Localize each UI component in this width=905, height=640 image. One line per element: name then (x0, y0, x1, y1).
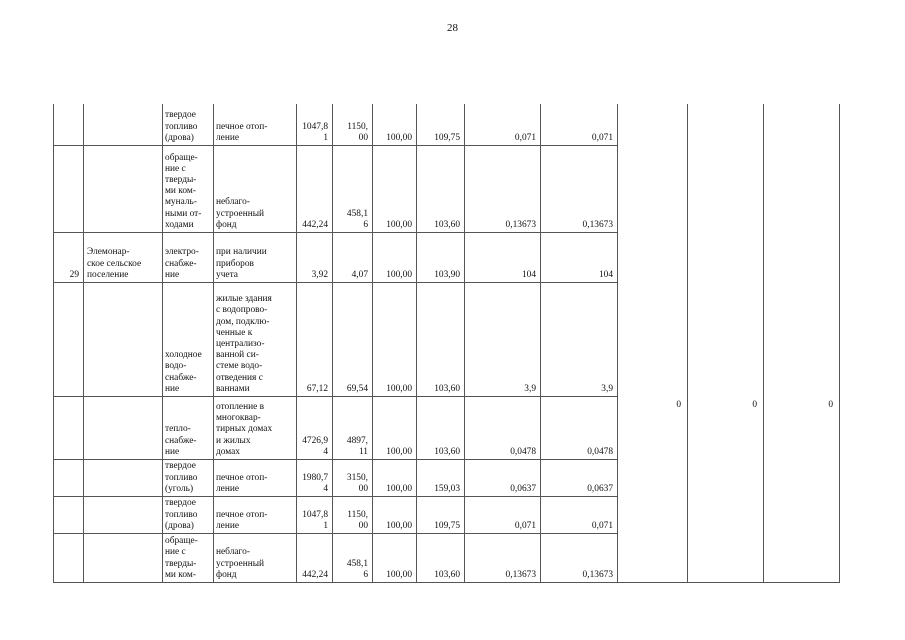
cell-norm-new: 69,54 (346, 383, 368, 394)
cell-val-a: 0,13673 (505, 219, 536, 230)
cell-pct-old: 100,00 (386, 446, 412, 457)
column-border (687, 104, 688, 582)
column-border (540, 104, 541, 582)
cell-norm-new: 1150, 00 (347, 121, 368, 143)
cell-service: твердое топливо (дрова) (165, 110, 198, 143)
cell-norm-old: 1047,8 1 (302, 509, 328, 531)
cell-norm-old: 3,92 (311, 269, 328, 280)
row-border (53, 232, 162, 233)
row-border (53, 282, 617, 283)
cell-pct-old: 100,00 (386, 483, 412, 494)
cell-pct-new: 103,60 (434, 446, 460, 457)
column-border (162, 104, 163, 582)
cell-val-a: 0,071 (514, 132, 536, 143)
merged-value-cell: 0 (676, 400, 681, 410)
row-border (53, 459, 617, 460)
cell-norm-new: 458,1 6 (346, 558, 368, 580)
cell-val-a: 104 (521, 269, 536, 280)
cell-service: твердое топливо (дрова) (165, 498, 198, 531)
cell-conditions: при наличии приборов учета (216, 247, 267, 280)
column-border (53, 104, 54, 582)
cell-norm-old: 4726,9 4 (302, 435, 328, 457)
cell-val-a: 0,13673 (505, 569, 536, 580)
column-border (416, 104, 417, 582)
cell-conditions: печное отоп- ление (216, 121, 268, 143)
cell-pct-new: 159,03 (434, 483, 460, 494)
cell-pct-new: 103,60 (434, 219, 460, 230)
cell-val-a: 0,071 (514, 520, 536, 531)
cell-norm-new: 458,1 6 (346, 208, 368, 230)
cell-val-b: 0,0637 (587, 483, 613, 494)
cell-norm-new: 4897, 11 (346, 435, 368, 457)
cell-val-b: 0,13673 (582, 219, 613, 230)
cell-norm-new: 3150, 00 (346, 472, 368, 494)
cell-conditions: жилые здания с водопрово- дом, подклю- ченные к централизо- ванной си- стеме водо- отведения с ваннами (216, 294, 272, 394)
cell-val-a: 0,0478 (510, 446, 536, 457)
column-border (83, 104, 84, 582)
cell-val-b: 3,9 (601, 383, 613, 394)
cell-pct-new: 103,60 (434, 569, 460, 580)
cell-norm-new: 4,07 (351, 269, 368, 280)
cell-val-b: 0,071 (591, 132, 613, 143)
row-number: 29 (69, 269, 79, 280)
table-bottom-border (53, 582, 840, 583)
cell-conditions: неблаго- устроенный фонд (216, 547, 265, 580)
column-border (839, 104, 840, 582)
page-number: 28 (447, 22, 458, 34)
row-border (53, 396, 617, 397)
cell-val-a: 3,9 (524, 383, 536, 394)
cell-conditions: печное отоп- ление (216, 509, 268, 531)
cell-service: холодное водо- снабже- ние (165, 350, 202, 394)
settlement-name: Элемонар- ское сельское поселение (87, 247, 142, 280)
column-border (213, 104, 214, 582)
cell-pct-new: 109,75 (434, 132, 460, 143)
cell-conditions: неблаго- устроенный фонд (216, 197, 265, 230)
cell-service: обраще- ние с тверды- ми ком- муналь- ными от- ходами (165, 152, 202, 230)
column-border (464, 104, 465, 582)
cell-service: тепло- снабже- ние (165, 424, 197, 457)
cell-pct-new: 103,60 (434, 383, 460, 394)
cell-val-b: 0,0478 (587, 446, 613, 457)
cell-pct-old: 100,00 (386, 132, 412, 143)
cell-service: обраще- ние с тверды- ми ком- (165, 536, 198, 580)
cell-val-b: 0,071 (591, 520, 613, 531)
cell-conditions: печное отоп- ление (216, 472, 268, 494)
merged-value-cell: 0 (828, 400, 833, 410)
cell-pct-new: 103,90 (434, 269, 460, 280)
row-border (53, 496, 617, 497)
cell-norm-old: 442,24 (302, 569, 328, 580)
cell-pct-new: 109,75 (434, 520, 460, 531)
row-border (53, 533, 617, 534)
column-border (617, 104, 618, 582)
cell-conditions: отопление в многоквар- тирных домах и жилых домах (216, 402, 273, 457)
cell-val-b: 0,13673 (582, 569, 613, 580)
cell-norm-old: 1980,7 4 (302, 472, 328, 494)
cell-pct-old: 100,00 (386, 219, 412, 230)
cell-service: электро- снабже- ние (165, 247, 199, 280)
cell-service: твердое топливо (уголь) (165, 461, 198, 494)
column-border (372, 104, 373, 582)
cell-norm-old: 1047,8 1 (302, 121, 328, 143)
cell-pct-old: 100,00 (386, 520, 412, 531)
column-border (763, 104, 764, 582)
cell-val-b: 104 (598, 269, 613, 280)
cell-norm-old: 442,24 (302, 219, 328, 230)
cell-pct-old: 100,00 (386, 383, 412, 394)
cell-norm-old: 67,12 (306, 383, 328, 394)
cell-norm-new: 1150, 00 (347, 509, 368, 531)
row-border (53, 145, 617, 146)
merged-value-cell: 0 (752, 400, 757, 410)
cell-pct-old: 100,00 (386, 269, 412, 280)
cell-pct-old: 100,00 (386, 569, 412, 580)
cell-val-a: 0,0637 (510, 483, 536, 494)
